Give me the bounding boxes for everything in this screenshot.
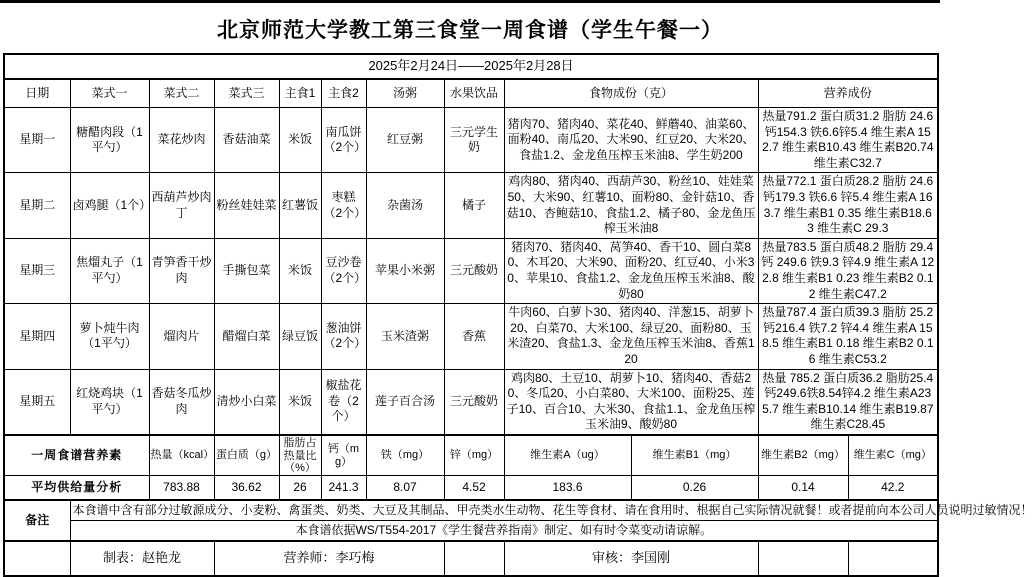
remarks-line-1: 本食谱中含有部分过敏源成分、小麦粉、禽蛋类、奶类、大豆及其制品、甲壳类水生动物、花生等食材、请在食用时、根据自己实际情况就餐！或者提前向本公司人员说明过敏情况！ [70,500,938,521]
nutrition-cell: 热量783.5 蛋白质48.2 脂肪 29.4 钙 249.6 铁9.3 锌4.9 维生素A 122.8 维生素B1 0.23 维生素B2 0.12 维生素C47.2 [758,238,938,303]
remarks-row-1 [4,500,938,521]
dish3-cell: 香菇油菜 [214,108,279,173]
staple1-cell: 红薯饭 [279,173,321,238]
summary-value-row [4,476,938,501]
day-row-friday [4,369,938,435]
dish2-cell: 西葫芦炒肉丁 [149,173,214,238]
metric-label-vitamin-b1: 维生素B1（mg） [631,435,758,476]
footer-prepared-by: 制表：赵艳龙 [70,541,214,576]
metric-label-vitamin-b2: 维生素B2（mg） [758,435,848,476]
nutrition-cell: 热量791.2 蛋白质31.2 脂肪 24.6钙154.3 铁6.6锌5.4 维生素A 152.7 维生素B10.43 维生素B20.74 维生素C32.7 [758,108,938,173]
day-label: 星期四 [4,304,70,369]
ingredients-cell: 猪肉70、猪肉40、莴笋40、香干10、圆白菜80、木耳20、大米90、面粉20、红豆40、小米30、苹果10、食盐1.2、金龙鱼压榨玉米油8、酸奶80 [504,238,758,303]
day-label: 星期二 [4,173,70,238]
ingredients-cell: 牛肉60、白萝卜30、猪肉40、洋葱15、胡萝卜20、白菜70、大米100、绿豆20、面粉80、玉米渣20、食盐1.3、金龙鱼压榨玉米油8、香蕉120 [504,304,758,369]
soup-cell: 杂菌汤 [366,173,444,238]
fruit-drink-cell: 香蕉 [444,304,504,369]
footer-reviewer: 审核：李国刚 [504,541,758,576]
staple2-cell: 椒盐花卷（2个） [321,369,366,435]
staple2-cell: 葱油饼（2个） [321,304,366,369]
dish3-cell: 粉丝娃娃菜 [214,173,279,238]
day-row-monday [4,108,938,173]
nutrition-cell: 热量787.4 蛋白质39.3 脂肪 25.2 钙216.4 铁7.2 锌4.4 维生素A 158.5 维生素B1 0.18 维生素B2 0.16 维生素C53.2 [758,304,938,369]
metric-label-vitamin-a: 维生素A（ug） [504,435,631,476]
metric-label-fat-ratio [279,435,321,476]
footer-empty-cell [848,541,938,576]
metric-value-vitamin-b2: 0.14 [758,476,848,501]
ingredients-cell: 鸡肉80、土豆10、胡萝卜10、猪肉40、香菇20、冬瓜20、小白菜80、大米100、面粉25、莲子10、百合10、大米30、食盐1.1、金龙鱼压榨玉米油9、酸奶80 [504,369,758,435]
date-row [4,54,938,79]
metric-value-calcium: 241.3 [321,476,366,501]
col-header-staple2: 主食2 [321,79,366,108]
remarks-row-2 [4,521,938,542]
summary-value-label: 平均供给量分析 [4,476,149,501]
ingredients-cell: 猪肉70、猪肉40、菜花40、鲜蘑40、油菜60、面粉40、南瓜20、大米90、红豆20、大米20、食盐1.2、金龙鱼压榨玉米油8、学生奶200 [504,108,758,173]
day-row-wednesday [4,238,938,303]
dish2-cell: 香菇冬瓜炒肉 [149,369,214,435]
date-range: 2025年2月24日——2025年2月28日 [4,54,938,79]
metric-value-protein: 36.62 [214,476,279,501]
metric-value-iron: 8.07 [366,476,444,501]
metric-value-zinc: 4.52 [444,476,504,501]
dish1-cell: 红烧鸡块（1平勺） [70,369,149,435]
staple2-cell: 南瓜饼（2个） [321,108,366,173]
footer-empty-cell [444,541,504,576]
col-header-fruit-drink: 水果饮品 [444,79,504,108]
remarks-line-2: 本食谱依据WS/T554-2017《学生餐营养指南》制定、如有时令菜变动请谅解。 [70,521,938,542]
summary-header-row [4,435,938,476]
soup-cell: 苹果小米粥 [366,238,444,303]
dish1-cell: 焦熘丸子（1平勺） [70,238,149,303]
summary-header-label: 一周食谱营养素 [4,435,149,476]
col-header-dish3: 菜式三 [214,79,279,108]
staple1-cell: 米饭 [279,238,321,303]
staple1-cell: 绿豆饭 [279,304,321,369]
page-title: 北京师范大学教工第三食堂一周食谱（学生午餐一） [217,18,723,42]
dish1-cell: 卤鸡腿（1个） [70,173,149,238]
footer-row [4,541,938,576]
nutrition-cell: 热量 785.2 蛋白质36.2 脂肪25.4钙249.6铁8.54锌4.2 维生素A235.7 维生素B10.14 维生素B19.87 维生素C28.45 [758,369,938,435]
footer-empty-cell [758,541,848,576]
dish3-cell: 手撕包菜 [214,238,279,303]
metric-value-vitamin-a: 183.6 [504,476,631,501]
staple1-cell: 米饭 [279,108,321,173]
col-header-staple1: 主食1 [279,79,321,108]
ingredients-cell: 鸡肉80、猪肉40、西葫芦30、粉丝10、娃娃菜50、大米90、红薯10、面粉80、金针菇10、香菇10、杏鲍菇10、食盐1.2、橘子80、金龙鱼压榨玉米油8 [504,173,758,238]
dish2-cell: 菜花炒肉 [149,108,214,173]
day-row-thursday [4,304,938,369]
dish3-cell: 醋熘白菜 [214,304,279,369]
nutrition-cell: 热量772.1 蛋白质28.2 脂肪 24.6钙179.3 铁6.6 锌5.4 维生素A 163.7 维生素B1 0.35 维生素B18.63 维生素C 29.3 [758,173,938,238]
metric-label-vitamin-c: 维生素C（mg） [848,435,938,476]
metric-label-zinc: 锌（mg） [444,435,504,476]
metric-label-iron: 铁（mg） [366,435,444,476]
col-header-dish2: 菜式二 [149,79,214,108]
soup-cell: 玉米渣粥 [366,304,444,369]
dish2-cell: 熘肉片 [149,304,214,369]
metric-label-calcium: 钙（mg） [321,435,366,476]
col-header-soup: 汤粥 [366,79,444,108]
day-label: 星期一 [4,108,70,173]
staple2-cell: 豆沙卷（2个） [321,238,366,303]
col-header-date: 日期 [4,79,70,108]
metric-value-vitamin-b1: 0.26 [631,476,758,501]
dish2-cell: 青笋香干炒肉 [149,238,214,303]
col-header-nutrition: 营养成份 [758,79,938,108]
day-row-tuesday [4,173,938,238]
dish1-cell: 糖醋肉段（1平勺） [70,108,149,173]
dish3-cell: 清炒小白菜 [214,369,279,435]
metric-value-energy: 783.88 [149,476,214,501]
staple2-cell: 枣糕（2个） [321,173,366,238]
fruit-drink-cell: 三元学生奶 [444,108,504,173]
dish1-cell: 萝卜炖牛肉（1平勺） [70,304,149,369]
column-header-row [4,79,938,108]
metric-value-fat-ratio: 26 [279,476,321,501]
soup-cell: 红豆粥 [366,108,444,173]
metric-label-fat-ratio-text: 脂肪占热量比 [283,436,317,462]
remarks-label: 备注 [4,500,70,541]
col-header-dish1: 菜式一 [70,79,149,108]
metric-label-protein: 蛋白质（g） [214,435,279,476]
day-label: 星期三 [4,238,70,303]
col-header-ingredients: 食物成份（克） [504,79,758,108]
metric-label-fat-ratio-unit: （%） [284,462,316,475]
footer-nutritionist: 营养师：李巧梅 [214,541,444,576]
metric-value-vitamin-c: 42.2 [848,476,938,501]
footer-empty-cell [4,541,70,576]
fruit-drink-cell: 三元酸奶 [444,369,504,435]
fruit-drink-cell: 橘子 [444,173,504,238]
day-label: 星期五 [4,369,70,435]
fruit-drink-cell: 三元酸奶 [444,238,504,303]
metric-label-energy: 热量（kcal） [149,435,214,476]
soup-cell: 莲子百合汤 [366,369,444,435]
menu-table [3,53,1033,577]
staple1-cell: 米饭 [279,369,321,435]
